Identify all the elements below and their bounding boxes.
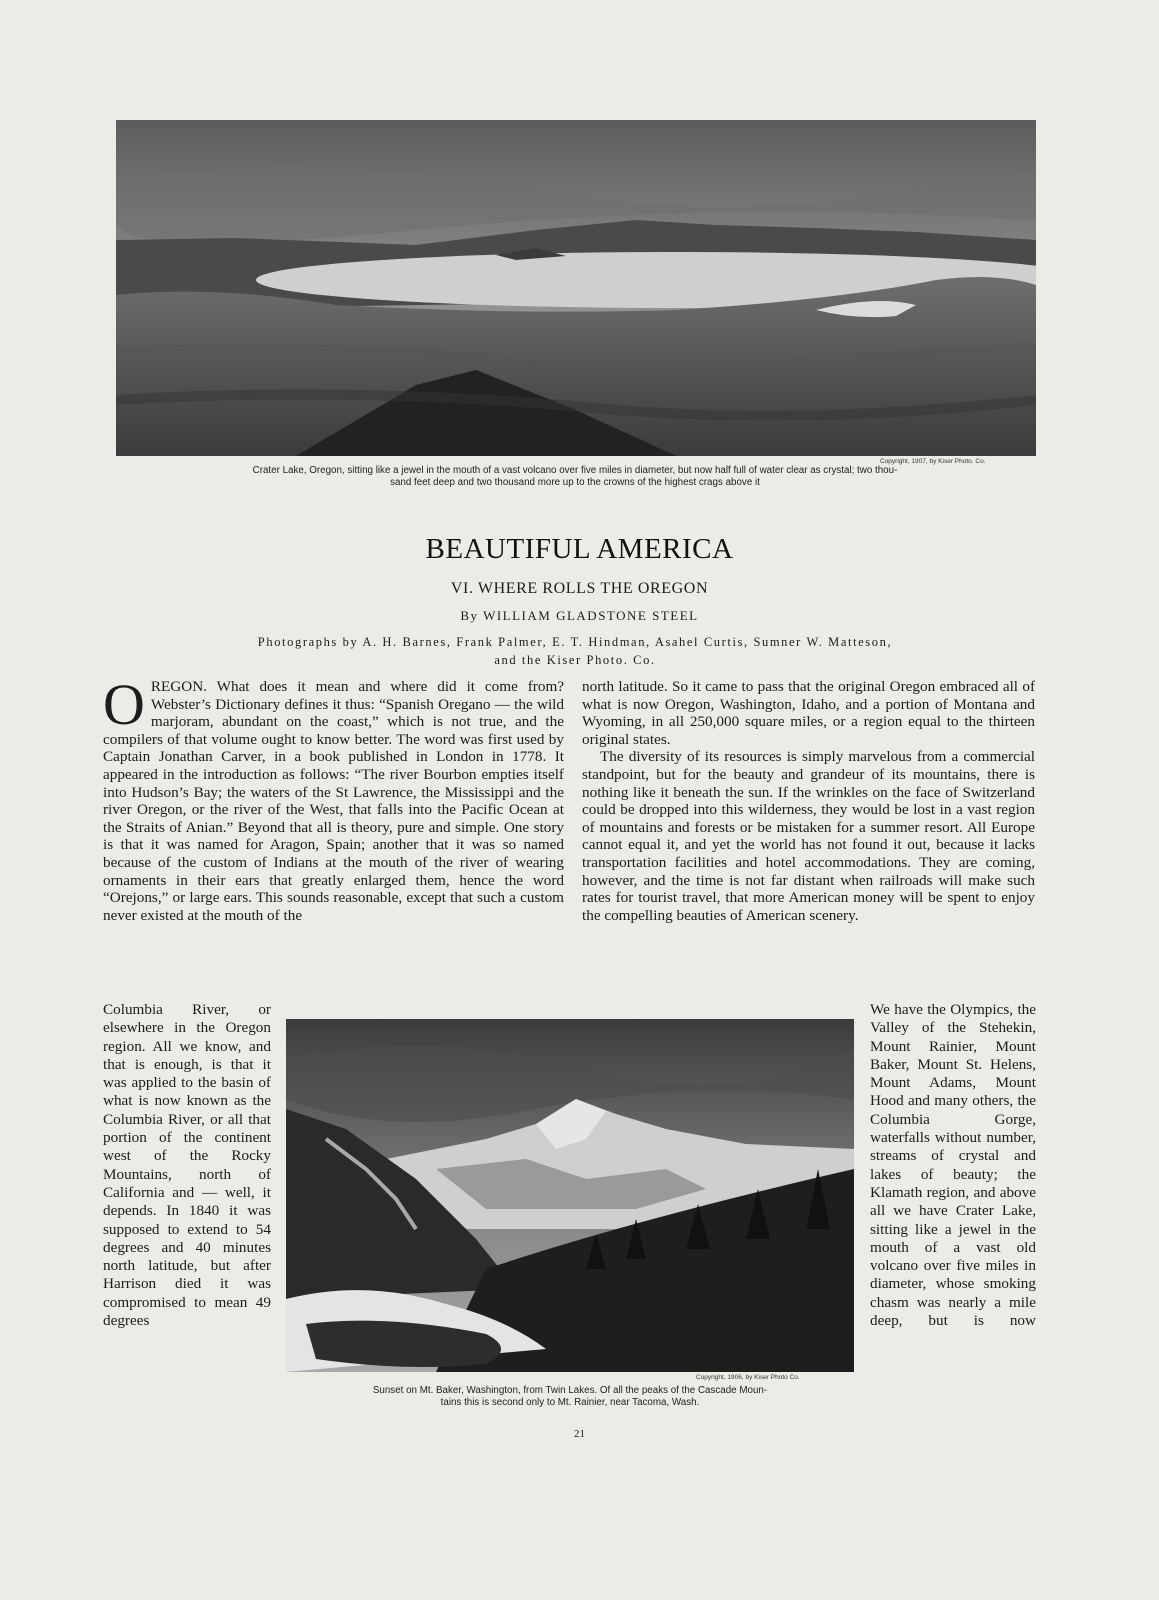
middle-photo-caption [264, 1385, 876, 1409]
page-number: 21 [574, 1428, 585, 1440]
body-column-left [103, 678, 564, 998]
body-paragraph: Columbia River, or elsewhere in the Oregon region. All we know, and that is enough, is that it was applied to the basin of what is now known as the Columbia River, or all that portion of the continent west of the Rocky Mountains, north of California and — well, it depends. In 1840 it was supposed to extend to 54 degrees and 40 minutes north latitude, but after Harrison died it was compromised to mean 49 degrees [103, 1001, 271, 1330]
article-subtitle: VI. WHERE ROLLS THE OREGON [450, 580, 709, 597]
body-paragraph: north latitude. So it came to pass that the original Oregon embraced all of what is now Oregon, Washington, Idaho, and a portion of Montana and Wyoming, in all 250,000 square miles, or a region equal to the thirteen original states. [582, 678, 1035, 748]
caption-line: Sunset on Mt. Baker, Washington, from Twin Lakes. Of all the peaks of the Cascade Moun- [372, 1385, 768, 1396]
mt-baker-photo [286, 1019, 854, 1372]
body-narrow-left [103, 1001, 271, 1425]
body-paragraph: We have the Olympics, the Valley of the Stehekin, Mount Rainier, Mount Baker, Mount St. Helens, Mount Adams, Mount Hood and many others, the Columbia Gorge, waterfalls without number, streams of crystal and lakes of beauty; the Klamath region, and above all we have Crater Lake, sitting like a jewel in the mouth of a vast old volcano over five miles in diameter, whose smoking chasm was nearly a mile deep, but is now [870, 1001, 1036, 1330]
top-photo-credit: Copyright, 1907, by Kiser Photo. Co. [880, 458, 986, 465]
caption-line: tains this is second only to Mt. Rainier, near Tacoma, Wash. [440, 1397, 700, 1408]
body-paragraph [103, 678, 564, 924]
crater-lake-photo [116, 120, 1036, 456]
photographs-credit-line: and the Kiser Photo. Co. [494, 653, 656, 667]
body-paragraph: The diversity of its resources is simply marvelous from a commercial standpoint, but for the beauty and grandeur of its mountains, there is nothing like it beneath the sun. If the wrinkles on the face of Switzerland could be dropped into this wilderness, they would be lost in a vast region of mountains and forests or be mistaken for a summer resort. All Europe cannot equal it, and yet the world has not found it out, because it lacks transportation facilities and hotel accommodations. They are coming, however, and the time is not far distant when railroads will make such rates for tourist travel, that more American money will be spent to enjoy the compelling beauties of American scenery. [582, 748, 1035, 924]
middle-photo-credit: Copyright, 1906, by Kiser Photo Co. [696, 1374, 800, 1381]
body-column-right [582, 678, 1035, 998]
caption-line: sand feet deep and two thousand more up to the crowns of the highest crags above it [390, 477, 760, 488]
caption-line: Crater Lake, Oregon, sitting like a jewel in the mouth of a vast volcano over five miles in diameter, but now half full of water clear as crystal; two thou- [252, 465, 898, 476]
top-photo-caption [112, 465, 1038, 489]
paragraph-text: REGON. What does it mean and where did it come from? Webster’s Dictionary defines it thus: “Spanish Oregano — the wild marjoram, abundant on the coast,” which is not true, and the compilers of that volume ought to know better. The word was first used by Captain Jonathan Carver, in a book published in London in 1778. It appeared in the introduction as follows: “The river Bourbon empties itself into Hudson’s Bay; the waters of the St Lawrence, the Mississippi and the river Oregon, or the river of the West, that falls into the Pacific Ocean at the Straits of Anian.” Beyond that all is theory, pure and simple. One story is that it was named for Aragon, Spain; another that it was so named because of the custom of Indians at the mouth of the river of wearing ornaments in their ears that greatly enlarged them, hence the word “Orejons,” or large ears. This sounds reasonable, except that such a custom never existed at the mouth of the [103, 678, 564, 924]
photographs-credit [112, 633, 1038, 669]
body-narrow-right [870, 1001, 1036, 1425]
photographs-credit-line: Photographs by A. H. Barnes, Frank Palmer, E. T. Hindman, Asahel Curtis, Sumner W. Matteson, [257, 635, 893, 649]
article-title: BEAUTIFUL AMERICA [425, 533, 734, 565]
article-byline: By WILLIAM GLADSTONE STEEL [460, 608, 699, 623]
drop-cap: O [103, 678, 145, 737]
